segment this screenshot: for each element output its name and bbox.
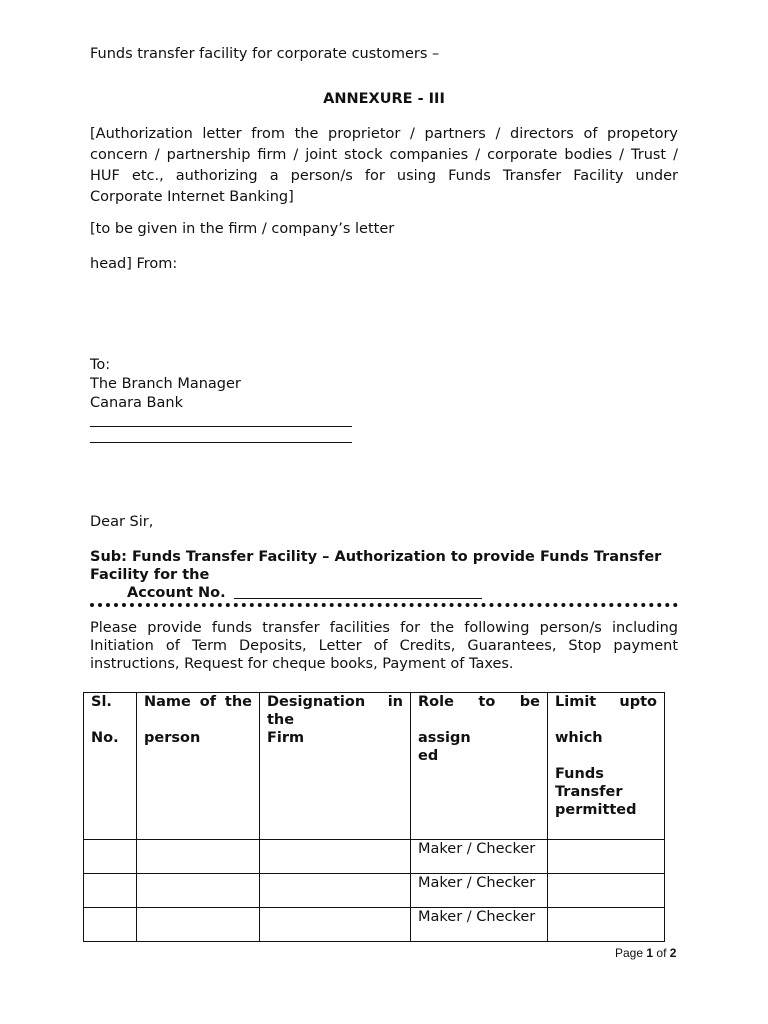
header-name-a2: of <box>199 694 217 710</box>
header-limit-d: Transfer <box>555 784 623 800</box>
address-blank-line-2 <box>90 442 352 443</box>
cell-limit[interactable] <box>548 840 665 874</box>
header-limit-a1: Limit <box>555 694 597 710</box>
authorized-persons-table <box>83 692 665 942</box>
footer-page-total: 2 <box>669 946 677 960</box>
footer-of-word: of <box>656 946 667 960</box>
header-limit-e: permitted <box>555 802 637 818</box>
table-header-row <box>84 693 665 840</box>
header-role-b: assign <box>418 730 471 746</box>
account-no-blank <box>234 598 482 599</box>
cell-role[interactable]: Maker / Checker <box>411 840 548 874</box>
header-sl-no <box>84 693 137 840</box>
recipient-bank: Canara Bank <box>90 395 183 411</box>
cell-role[interactable]: Maker / Checker <box>411 874 548 908</box>
header-designation <box>260 693 411 840</box>
cell-designation[interactable] <box>260 908 411 942</box>
page-footer <box>615 946 676 960</box>
footer-page-number: 1 <box>646 946 654 960</box>
header-desig-b: the <box>267 712 295 728</box>
header-limit-b: which <box>555 730 603 746</box>
cell-designation[interactable] <box>260 840 411 874</box>
header-sl-b: No. <box>91 730 119 746</box>
annexure-title: ANNEXURE - III <box>323 91 445 107</box>
header-role-a2: to <box>478 694 496 710</box>
header-sl-a: Sl. <box>91 694 112 710</box>
table-row <box>84 908 665 942</box>
header-name-a1: Name <box>144 694 191 710</box>
header-role-a3: be <box>519 694 540 710</box>
header-limit <box>548 693 665 840</box>
intro-paragraph: [Authorization letter from the proprietor / partners / directors of propetory concern / partnership firm / joint stock companies / corporate bodies / Trust / HUF etc., authorizing a person/s for using Funds Transfer Facility under Corporate Internet Banking] <box>90 126 678 205</box>
subject-line-2: Facility for the <box>90 567 210 583</box>
account-no-label: Account No. <box>127 585 226 601</box>
cell-name[interactable] <box>137 908 260 942</box>
subject-line-1: Sub: Funds Transfer Facility – Authorization to provide Funds Transfer <box>90 549 662 565</box>
table-row <box>84 874 665 908</box>
header-role-a1: Role <box>418 694 454 710</box>
header-desig-c: Firm <box>267 730 305 746</box>
request-paragraph: Please provide funds transfer facilities for the following person/s including Initiation of Term Deposits, Letter of Credits, Guarantees, Stop payment instructions, Request for cheque books, Payment of Taxes. <box>90 620 678 672</box>
recipient-block <box>90 356 241 413</box>
header-name-b: person <box>144 730 201 746</box>
header-role-c: ed <box>418 748 439 764</box>
cell-name[interactable] <box>137 840 260 874</box>
to-label: To: <box>90 357 111 373</box>
table-row <box>84 840 665 874</box>
cell-limit[interactable] <box>548 874 665 908</box>
letterhead-from: head] From: <box>90 256 178 272</box>
header-desig-a2: in <box>387 694 403 710</box>
header-name <box>137 693 260 840</box>
letterhead-note: [to be given in the firm / company’s letter <box>90 221 395 237</box>
cell-limit[interactable] <box>548 908 665 942</box>
cell-sl[interactable] <box>84 874 137 908</box>
header-name-a3: the <box>224 694 252 710</box>
cell-designation[interactable] <box>260 874 411 908</box>
footer-page-word: Page <box>615 946 644 960</box>
cell-name[interactable] <box>137 874 260 908</box>
cell-sl[interactable] <box>84 908 137 942</box>
header-limit-c: Funds <box>555 766 604 782</box>
header-role <box>411 693 548 840</box>
cell-role[interactable]: Maker / Checker <box>411 908 548 942</box>
cell-sl[interactable] <box>84 840 137 874</box>
dotted-separator <box>90 603 678 607</box>
header-limit-a2: upto <box>619 694 657 710</box>
address-blank-line-1 <box>90 426 352 427</box>
recipient-title: The Branch Manager <box>90 376 241 392</box>
salutation: Dear Sir, <box>90 514 154 530</box>
header-desig-a1: Designation <box>267 694 366 710</box>
heading-line: Funds transfer facility for corporate customers – <box>90 46 440 62</box>
